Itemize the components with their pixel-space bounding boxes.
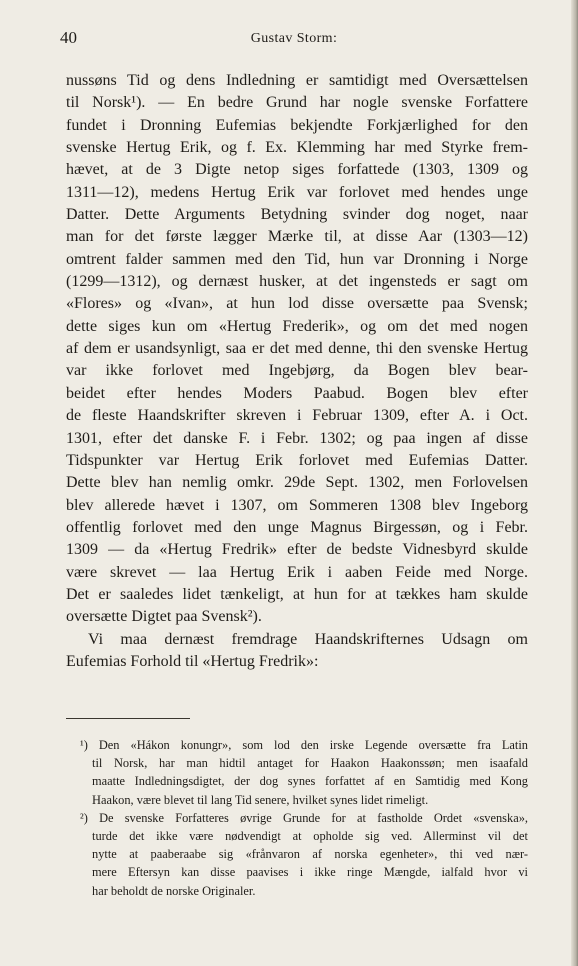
- body-line: man for det første lægger Mærke til, at disse Aar (1303—12): [66, 228, 528, 246]
- footnote-line: ²) De svenske Forfatteres øvrige Grunde for at fastholde Ordet «svenska»,: [80, 810, 528, 825]
- body-line: oversætte Digtet paa Svensk²).: [66, 608, 262, 626]
- footnote-line: ¹) Den «Hákon konungr», som lod den irske Legende oversætte fra Latin: [80, 738, 528, 752]
- body-line: Eufemias Forhold til «Hertug Fredrik»:: [66, 652, 319, 670]
- body-line: var ikke forlovet med Ingebjørg, da Bogen blev bear-: [66, 362, 528, 380]
- body-line: beidet efter hendes Moders Paabud. Bogen blev efter: [66, 384, 528, 402]
- body-line: offentlig forlovet med den unge Magnus Birgessøn, og i Febr.: [66, 518, 528, 536]
- footnote-line: har beholdt de norske Originaler.: [92, 883, 256, 898]
- body-line: fundet i Dronning Eufemias bekjendte Forkjærlighed for den: [66, 116, 528, 134]
- body-text: [66, 70, 528, 673]
- body-line: (1299—1312), og dernæst husker, at det ingensteds er sagt om: [66, 273, 528, 291]
- page-number: 40: [60, 28, 77, 47]
- footnote-line: maatte Indledningsdigtet, der dog synes forfattet af en Samtidig med Kong: [92, 774, 528, 789]
- page-gutter-edge: [571, 0, 578, 966]
- body-line: nussøns Tid og dens Indledning er samtidigt med Oversættelsen: [66, 72, 528, 89]
- body-line: Det er saaledes lidet tænkeligt, at hun for at tækkes ham skulde: [66, 585, 528, 603]
- body-line: svenske Hertug Erik, og f. Ex. Klemming har med Styrke frem-: [66, 139, 528, 157]
- footnote-line: turde det ikke være nødvendigt at opholde sig ved. Allerminst vil det: [92, 828, 528, 843]
- body-line: blev allerede hævet i 1307, om Sommeren 1308 blev Ingeborg: [66, 496, 528, 514]
- body-line: Dette blev han nemlig omkr. 29de Sept. 1302, men Forlovelsen: [66, 474, 528, 492]
- body-line: 1301, efter det danske F. i Febr. 1302; og paa ingen af disse: [66, 429, 528, 447]
- body-line: af dem er usandsynligt, saa er det med denne, thi den svenske Hertug: [66, 340, 528, 358]
- body-line: Tidspunkter var Hertug Erik forlovet med Eufemias Datter.: [66, 451, 528, 469]
- body-line: til Norsk¹). — En bedre Grund har nogle svenske Forfattere: [66, 94, 528, 112]
- running-title: Gustav Storm:: [250, 31, 338, 46]
- body-line: de fleste Haandskrifter skreven i Februar 1309, efter A. i Oct.: [66, 407, 528, 425]
- footnote-line: nytte at paaberaabe sig «frånvaron af norska egenheter», thi ved nær-: [92, 847, 528, 862]
- body-line: 1309 — da «Hertug Fredrik» efter de bedste Vidnesbyrd skulde: [66, 541, 528, 559]
- footnote-line: til Norsk, har man hidtil antaget for Haakon Haakonssøn; men isaafald: [92, 756, 528, 771]
- body-line: Vi maa dernæst fremdrage Haandskrifternes Udsagn om: [88, 630, 528, 648]
- body-line: Datter. Dette Arguments Betydning svinder dog noget, naar: [66, 206, 528, 224]
- body-line: dette siges kun om «Hertug Frederik», og om det med nogen: [66, 317, 528, 335]
- body-line: omtrent falder sammen med den Tid, hun var Dronning i Norge: [66, 250, 528, 268]
- body-line: hævet, at de 3 Digte netop siges forfattede (1303, 1309 og: [66, 161, 528, 179]
- footnotes: [80, 736, 528, 900]
- footnote-line: mere Eftersyn kan disse paavises i ikke ringe Mængde, ialfald hvor vi: [92, 865, 528, 880]
- footnote-separator: [66, 718, 190, 719]
- body-line: «Flores» og «Ivan», at hun lod disse oversætte paa Svensk;: [66, 295, 528, 313]
- page-header: [60, 28, 528, 50]
- body-line: være skrevet — laa Hertug Erik i aaben Feide med Norge.: [66, 563, 528, 581]
- footnote-line: Haakon, være blevet til lang Tid senere, hvilket synes lidet rimeligt.: [92, 792, 429, 807]
- body-line: 1311—12), medens Hertug Erik var forlovet med hendes unge: [66, 183, 528, 201]
